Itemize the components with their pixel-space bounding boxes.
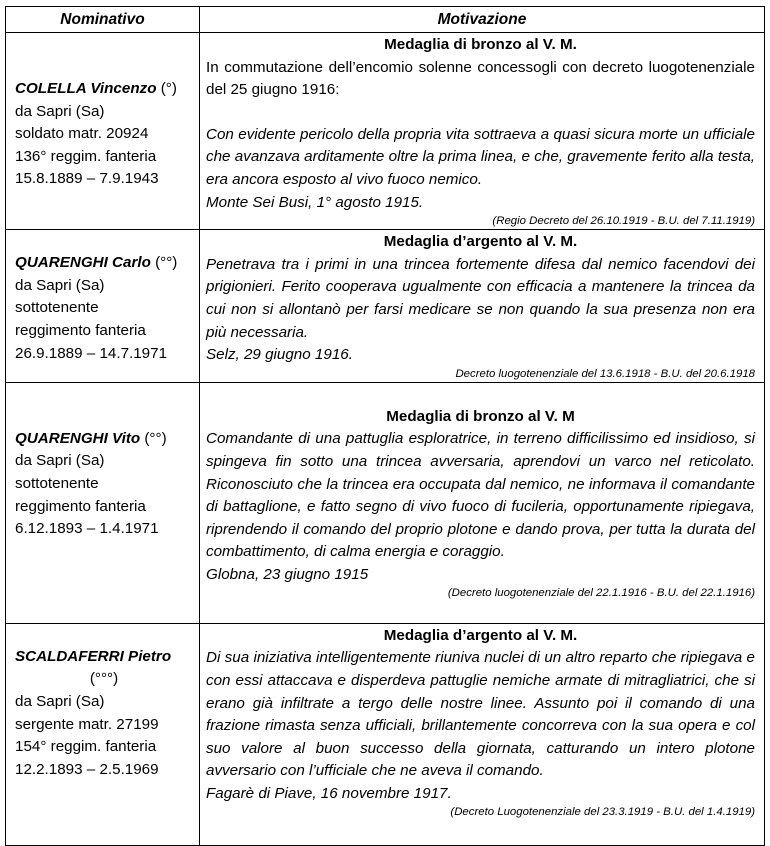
citation-text: Di sua iniziativa intelligentemente riuniva nuclei di un altro reparto che ripiegava e con essi attaccava e disperdeva pattuglie nemiche armate di mitragliatrici, che si erano già infiltrate a tergo delle nostre linee. Assunto poi il comando di una frazione rimasta senza ufficiali, brillantemente concorreva con la sua opera e col suo valore al buon successo della giornata, catturando un intero plotone avversario con l’ufficiale che ne aveva il comando.: [206, 649, 755, 780]
motivazione-cell: [200, 382, 765, 623]
person-name: COLELLA Vincenzo (°): [15, 80, 177, 97]
person-origin: da Sapri (Sa): [15, 692, 105, 710]
person-rank: sottotenente: [15, 474, 99, 492]
person-name: QUARENGHI Vito (°°): [15, 429, 167, 447]
nominativo-cell: [6, 230, 200, 383]
person-name: SCALDAFERRI Pietro: [15, 647, 172, 665]
person-origin: da Sapri (Sa): [15, 102, 105, 120]
decree-reference: (Decreto luogotenenziale del 22.1.1916 - B.U. del 22.1.1916): [447, 587, 755, 600]
person-regiment: 136° reggim. fanteria: [15, 147, 157, 165]
person-dates: 26.9.1889 – 14.7.1971: [15, 344, 168, 362]
decorations-table: [5, 6, 765, 846]
citation-text: Penetrava tra i primi in una trincea fortemente difesa dal nemico facendovi dei prigionieri. Ferito cooperava ugualmente con efficacia a mantenere la trincea da cui non si allontanò per farsi medicare se non quando la sua presenza non era più necessaria.: [206, 255, 755, 341]
nominativo-cell: [6, 382, 200, 623]
person-origin: da Sapri (Sa): [15, 452, 105, 470]
person-rank: sottotenente: [15, 299, 99, 317]
medal-title: Medaglia di bronzo al V. M: [386, 407, 575, 425]
person-origin: da Sapri (Sa): [15, 276, 105, 294]
medal-title: Medaglia d’argento al V. M.: [383, 626, 578, 644]
person-name-mark: (°°°): [89, 670, 119, 688]
header-motivazione: Motivazione: [200, 7, 765, 33]
place-date: Fagarè di Piave, 16 novembre 1917.: [206, 784, 452, 802]
place-date: Selz, 29 giugno 1916.: [206, 346, 353, 364]
table-row: [6, 33, 765, 230]
person-rank: sergente matr. 27199: [15, 715, 159, 733]
citation-text: Con evidente pericolo della propria vita sottraeva a quasi sicura morte un ufficiale che avanzava arditamente oltre la prima linea, e che, gravemente ferito alla testa, era ancora esposto al vivo fuoco nemico.: [206, 125, 755, 188]
person-regiment: reggimento fanteria: [15, 497, 146, 515]
citation-text: Comandante di una pattuglia esploratrice, in terreno difficilissimo ed insidioso, si spingeva fin sotto una trincea avversaria, aprendovi un varco nel reticolato. Riconosciuto che la trincea era occupata dal nemico, ne informava il comandante di battaglione, e fatto segno di vivo fuoco di fucileria, opportunamente ripiegava, riprendendo il comando del proprio plotone e dando prova, per tutta la durata del combattimento, di calma energia e coraggio.: [206, 430, 755, 561]
decree-reference: Decreto luogotenenziale del 13.6.1918 - B.U. del 20.6.1918: [455, 367, 755, 380]
person-regiment: 154° reggim. fanteria: [15, 738, 157, 756]
nominativo-cell: [6, 623, 200, 845]
person-dates: 15.8.1889 – 7.9.1943: [15, 170, 159, 188]
motivazione-cell: [200, 33, 765, 230]
motivazione-cell: [200, 623, 765, 845]
decree-reference: (Regio Decreto del 26.10.1919 - B.U. del 7.11.1919): [492, 215, 755, 228]
person-name: QUARENGHI Carlo (°°): [15, 254, 178, 272]
intro-text: In commutazione dell’encomio solenne concessogli con decreto luogotenenziale del 25 giugno 1916:: [206, 58, 755, 99]
person-dates: 6.12.1893 – 1.4.1971: [15, 520, 159, 538]
place-date: Globna, 23 giugno 1915: [206, 565, 369, 583]
medal-title: Medaglia d’argento al V. M.: [383, 233, 578, 251]
motivazione-cell: [200, 230, 765, 383]
header-nominativo: Nominativo: [6, 7, 200, 33]
decree-reference: (Decreto Luogotenenziale del 23.3.1919 - B.U. del 1.4.1919): [450, 806, 755, 819]
medal-title: Medaglia di bronzo al V. M.: [384, 36, 577, 53]
place-date: Monte Sei Busi, 1° agosto 1915.: [206, 193, 424, 211]
table-row: [6, 623, 765, 845]
table-row: [6, 382, 765, 623]
person-regiment: reggimento fanteria: [15, 321, 146, 339]
person-rank: soldato matr. 20924: [15, 125, 149, 143]
nominativo-cell: [6, 33, 200, 230]
table-row: [6, 230, 765, 383]
header-row: [6, 7, 765, 33]
person-dates: 12.2.1893 – 2.5.1969: [15, 760, 159, 778]
